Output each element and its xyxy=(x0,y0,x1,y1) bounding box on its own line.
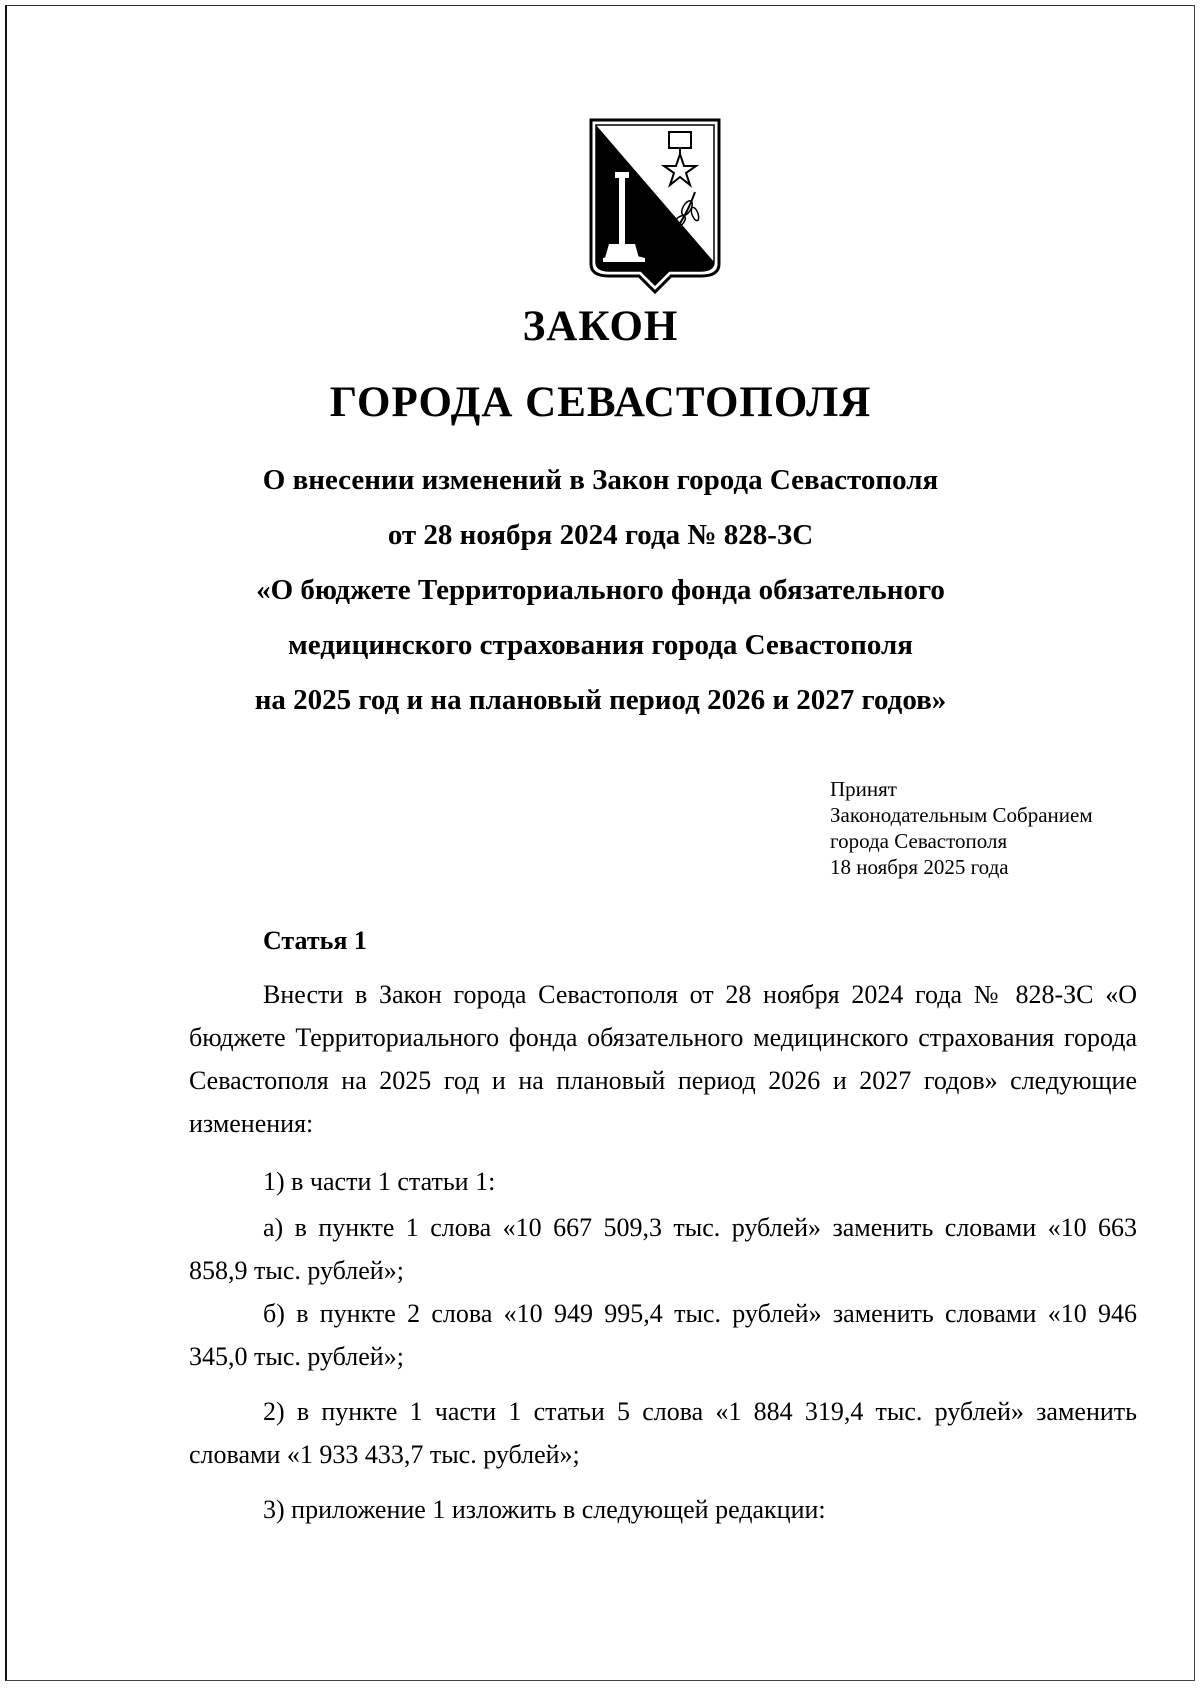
article-heading: Статья 1 xyxy=(263,926,367,955)
subtitle-line: О внесении изменений в Закон города Севастополя xyxy=(262,464,939,496)
subtitle-line: от 28 ноября 2024 года № 828-ЗС xyxy=(387,519,814,551)
subtitle-line: «О бюджете Территориального фонда обязательного xyxy=(256,574,945,606)
document-page xyxy=(5,5,1195,1681)
subtitle-line: на 2025 год и на плановый период 2026 и 2027 годов» xyxy=(254,684,947,716)
adoption-line: Принят xyxy=(830,777,897,801)
city-title: ГОРОДА СЕВАСТОПОЛЯ xyxy=(329,379,872,426)
sevastopol-coat-of-arms-icon xyxy=(583,116,727,296)
law-title: ЗАКОН xyxy=(522,303,679,350)
subtitle-line: медицинского страхования города Севастополя xyxy=(288,629,913,661)
adoption-line: города Севастополя xyxy=(830,829,1008,853)
list-item: 1) в части 1 статьи 1: xyxy=(263,1167,496,1196)
adoption-line: Законодательным Собранием xyxy=(830,803,1093,827)
list-item: 3) приложение 1 изложить в следующей редакции: xyxy=(263,1495,826,1524)
adoption-line: 18 ноября 2025 года xyxy=(830,855,1009,879)
adoption-note xyxy=(830,776,1093,880)
list-item: а) в пункте 1 слова «10 667 509,3 тыс. рублей» заменить словами «10 663 858,9 тыс. рублей»; xyxy=(189,1213,1137,1285)
list-item: б) в пункте 2 слова «10 949 995,4 тыс. рублей» заменить словами «10 946 345,0 тыс. рублей»; xyxy=(189,1299,1137,1371)
article-intro-paragraph: Внести в Закон города Севастополя от 28 ноября 2024 года № 828-ЗС «О бюджете Территориального фонда обязательного медицинского страхования города Севастополя на 2025 год и на плановый период 2026 и 2027 годов» следующие изменения: xyxy=(189,980,1137,1138)
list-item: 2) в пункте 1 части 1 статьи 5 слова «1 884 319,4 тыс. рублей» заменить словами «1 933 433,7 тыс. рублей»; xyxy=(189,1397,1137,1469)
